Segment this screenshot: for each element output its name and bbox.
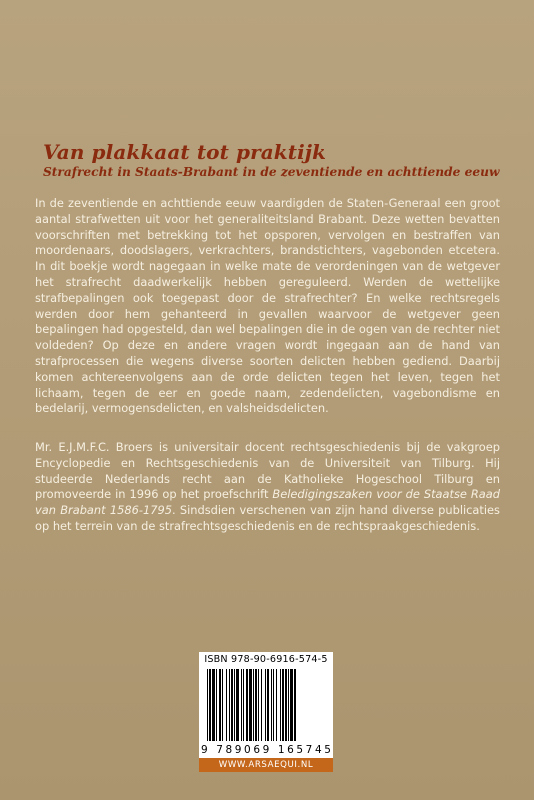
author-bio-text: Mr. E.J.M.F.C. Broers is universitair docent rechtsgeschiedenis bij de vakgroep Encyclopedie en Rechtsgeschiedenis van de Universiteit van Tilburg. Hij studeerde Nederlands recht aan de Katholieke Hogeschool Tilburg en promoveerde in 1996 op het proefschrift [35,440,500,502]
barcode-digits: 9 789069 165745 [201,744,334,756]
isbn-barcode [199,652,333,758]
barcode-bars [199,667,333,745]
author-bio [35,440,500,535]
book-subtitle: Strafrecht in Staats-Brabant in de zeventiende en achttiende eeuw [43,165,500,179]
thesis-title: Beledigingszaken voor de Staatse Raad van Brabant 1586-1795 [35,487,500,518]
publisher-website: WWW.ARSAEQUI.NL [199,758,333,772]
book-description: In de zeventiende en achttiende eeuw vaardigden de Staten-Generaal een groot aantal strafwetten uit voor het generaliteitsland Brabant. Deze wetten bevatten voorschriften met betrekking tot het opsporen, vervolgen en bestraffen van moordenaars, doodslagers, verkrachters, brandstichters, vagebonden etcetera. In dit boekje wordt nagegaan in welke mate de verordeningen van de wetgever het strafrecht daadwerkelijk hebben gereguleerd. Werden de wettelijke strafbepalingen ook toegepast door de strafrechter? En welke rechtsregels werden door hem gehanteerd in gevallen waarvoor de wetgever geen bepalingen had opgesteld, dan wel bepalingen die in de ogen van de rechter niet voldeden? Op deze en andere vragen wordt ingegaan aan de hand van strafprocessen die wegens diverse soorten delicten hebben gediend. Daarbij komen achtereenvolgens aan de orde delicten tegen het leven, tegen het lichaam, tegen de eer en goede naam, zedendelicten, vagebondisme en bedelarij, vermogensdelicten, en valsheidsdelicten. [35,196,500,416]
book-title: Van plakkaat tot praktijk [43,140,327,164]
isbn-label: ISBN 978-90-6916-574-5 [204,654,328,665]
author-bio-text-continued: . Sindsdien verschenen van zijn hand diverse publicaties op het terrein van de strafrechtsgeschiedenis en de rechtspraakgeschiedenis. [35,503,500,533]
